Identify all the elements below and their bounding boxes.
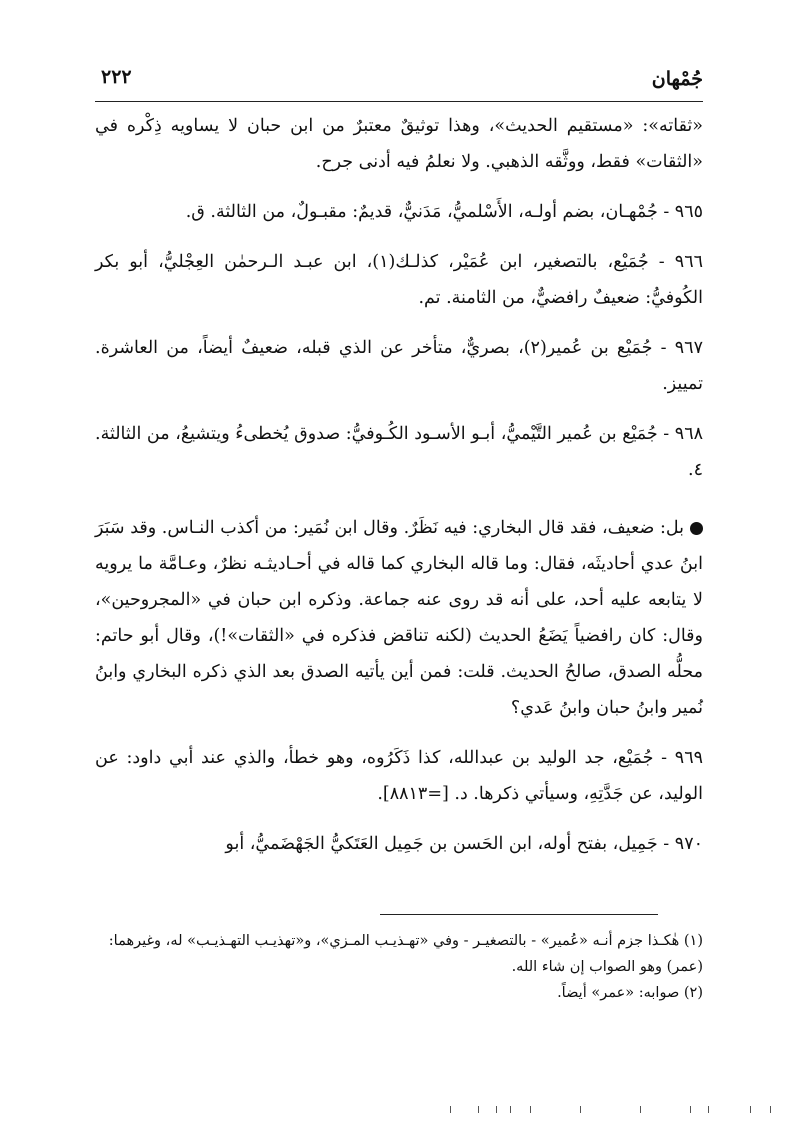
bullet-dot-icon [690,522,703,535]
entry-968: ٩٦٨ - جُمَيْع بن عُمير التَّيْميُّ، أبـو الأسـود الكُـوفيُّ: صدوق يُخطىءُ ويتشيعُ، من الثالثة. ٤. [95,424,703,480]
scan-mark [450,1106,451,1113]
scan-mark [530,1106,531,1113]
entry-966: ٩٦٦ - جُمَيْع، بالتصغير، ابن عُمَيْر، كذلـك(١)، ابن عبـد الـرحمٰن العِجْليُّ، أبو بكر الكُوفيُّ: ضعيفٌ رافضيٌّ، من الثامنة. تم. [95,252,703,308]
scan-mark [690,1106,691,1113]
scan-mark [770,1106,771,1113]
main-text [95,108,703,876]
paragraph-continuation: «ثقاته»: «مستقيم الحديث»، وهذا توثيقٌ معتبرٌ من ابن حبان لا يساويه ذِكْره في «الثقات» فقط، ووثَّقه الذهبي. ولا نعلمُ فيه أدنى جرح. [95,116,703,172]
footnotes [95,928,703,1006]
editor-comment-text: بل: ضعيف، فقد قال البخاري: فيه نَظَرٌ. وقال ابن نُمَير: من أكذب النـاس. وقد سَبَرَ ابنُ عدي أحاديثَه، فقال: وما قاله البخاري كما قاله في أحـاديثـه نظرٌ، وعـامَّة ما يرويه لا يتابعه عليه أحد، على أنه قد روى عنه جماعة. وذكره ابن حبان في «المجروحين»، وقال: كان رافضياً يَضَعُ الحديث (لكنه تناقض فذكره في «الثقات»!)، وقال أبو حاتم: محلُّه الصدق، صالحُ الحديث. قلت: فمن أين يأتيه الصدق بعد الذي ذكره البخاري وابنُ نُمير وابنُ حبان وابنُ عَدي؟ [95,518,703,718]
footnote-2: (٢) صوابه: «عمر» أيضاً. [557,985,703,1001]
scan-mark [478,1106,479,1113]
scan-mark [510,1106,511,1113]
header-rule [95,101,703,102]
running-head: جُمْهان [651,68,703,90]
scan-mark [580,1106,581,1113]
scan-mark [750,1106,751,1113]
page-header [95,66,703,100]
entry-969: ٩٦٩ - جُمَيْع، جد الوليد بن عبدالله، كذا ذَكَرُوه، وهو خطأ، والذي عند أبي داود: عن الوليد، عن جَدَّتِهِ، وسيأتي ذكرها. د. [=٨٨١٣]. [95,748,703,804]
scan-marks [450,1106,780,1114]
page-number: ٢٢٢ [101,66,132,88]
scan-mark [496,1106,497,1113]
editor-comment [95,510,703,726]
footnote-rule [380,914,658,915]
scan-mark [708,1106,709,1113]
entry-965: ٩٦٥ - جُمْهـان، بضم أولـه، الأَسْلميُّ، مَدَنيٌّ، قديمٌ: مقبـولٌ، من الثالثة. ق. [185,202,703,222]
entry-970: ٩٧٠ - جَمِيل، بفتح أوله، ابن الحَسن بن جَمِيل العَتَكيُّ الجَهْضَميُّ، أبو [225,834,703,854]
entry-967: ٩٦٧ - جُمَيْع بن عُمير(٢)، بصريٌّ، متأخر عن الذي قبله، ضعيفٌ أيضاً، من العاشرة. تمييز. [95,338,703,394]
footnote-1: (١) هٰكـذا جزم أنـه «عُمير» - بالتصغيـر - وفي «تهـذيـب المـزي»، و«تهذيـب التهـذيـب» له، وغيرهما: (عمر) وهو الصواب إن شاء الله. [108,933,703,975]
scan-mark [640,1106,641,1113]
